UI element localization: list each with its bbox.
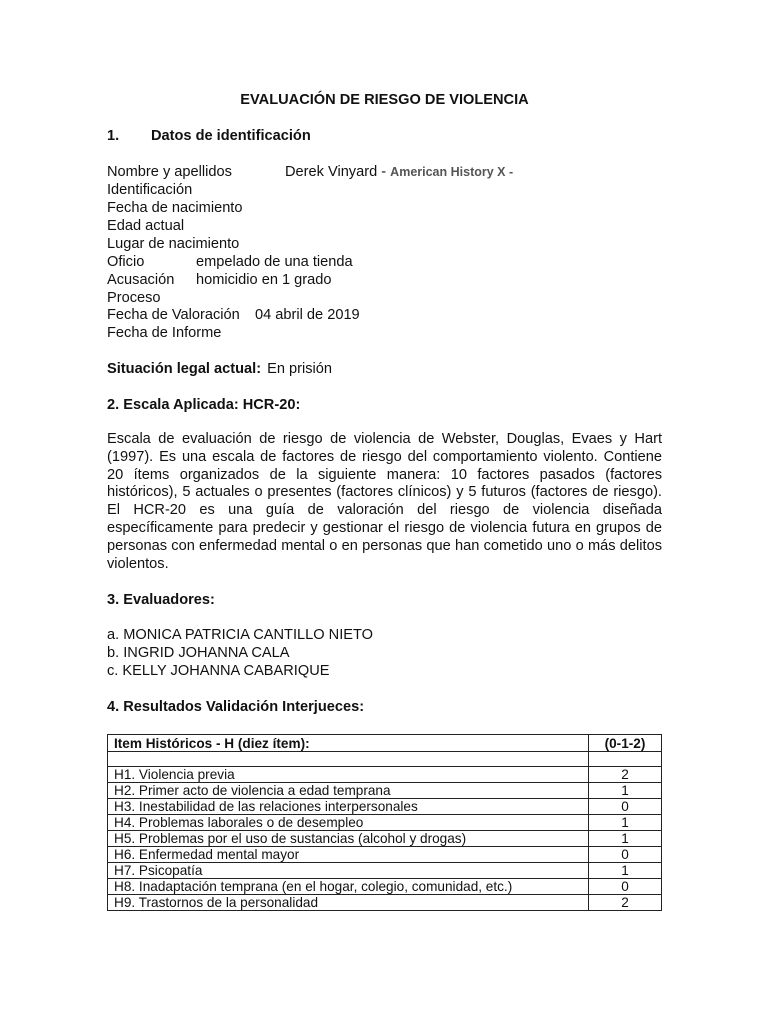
- field-oficio-value: empelado de una tienda: [196, 254, 353, 270]
- field-nacimiento-label: Fecha de nacimiento: [107, 200, 243, 216]
- field-valoracion-label: Fecha de Valoración: [107, 307, 240, 323]
- situacion-legal-label: Situación legal actual:: [107, 361, 262, 377]
- evaluadores-list: [107, 626, 373, 680]
- item-score: 1: [589, 831, 662, 847]
- situacion-legal-value: En prisión: [267, 361, 332, 377]
- field-informe-label: Fecha de Informe: [107, 325, 222, 341]
- field-proceso: [107, 289, 161, 307]
- field-nombre-label: Nombre y apellidos: [107, 164, 232, 180]
- item-score: 2: [589, 767, 662, 783]
- item-score: 2: [589, 895, 662, 911]
- item-label: H5. Problemas por el uso de sustancias (alcohol y drogas): [108, 831, 589, 847]
- item-label: H7. Psicopatía: [108, 863, 589, 879]
- table-row: [108, 879, 662, 895]
- table-row: [108, 783, 662, 799]
- field-lugar-label: Lugar de nacimiento: [107, 236, 240, 252]
- table-row: [108, 799, 662, 815]
- field-valoracion-value: 04 abril de 2019: [255, 307, 360, 323]
- field-nombre: [107, 163, 513, 181]
- historicos-table: [107, 734, 662, 911]
- item-label: H8. Inadaptación temprana (en el hogar, colegio, comunidad, etc.): [108, 879, 589, 895]
- section-1-number: 1.: [107, 128, 120, 144]
- evaluador-item: a. MONICA PATRICIA CANTILLO NIETO: [107, 627, 373, 643]
- item-label: H3. Inestabilidad de las relaciones interpersonales: [108, 799, 589, 815]
- field-nacimiento: [107, 199, 242, 217]
- item-label: H2. Primer acto de violencia a edad temprana: [108, 783, 589, 799]
- section-4-heading: 4. Resultados Validación Interjueces:: [107, 699, 365, 715]
- field-oficio-label: Oficio: [107, 254, 145, 270]
- field-acusacion-label: Acusación: [107, 272, 175, 288]
- item-score: 1: [589, 815, 662, 831]
- field-identificacion: [107, 181, 192, 199]
- situacion-legal: [107, 360, 332, 378]
- item-label: H6. Enfermedad mental mayor: [108, 847, 589, 863]
- table-header-item: Item Históricos - H (diez ítem):: [108, 735, 589, 752]
- item-score: 1: [589, 783, 662, 799]
- table-row: [108, 815, 662, 831]
- item-score: 1: [589, 863, 662, 879]
- table-blank-row: [108, 752, 662, 767]
- field-identificacion-label: Identificación: [107, 182, 193, 198]
- item-label: H4. Problemas laborales o de desempleo: [108, 815, 589, 831]
- item-score: 0: [589, 799, 662, 815]
- field-edad-label: Edad actual: [107, 218, 185, 234]
- field-nombre-film: American History X -: [390, 165, 514, 179]
- document-title: EVALUACIÓN DE RIESGO DE VIOLENCIA: [240, 92, 529, 108]
- field-acusacion: [107, 271, 331, 289]
- evaluador-item: b. INGRID JOHANNA CALA: [107, 645, 290, 661]
- item-label: H1. Violencia previa: [108, 767, 589, 783]
- table-row: [108, 767, 662, 783]
- table-header-row: [108, 735, 662, 752]
- table-cell: [589, 752, 662, 767]
- section-1-heading: [107, 127, 311, 145]
- section-2-heading: 2. Escala Aplicada: HCR-20:: [107, 397, 301, 413]
- field-proceso-label: Proceso: [107, 290, 161, 306]
- field-valoracion: [107, 306, 360, 324]
- section-3-heading: 3. Evaluadores:: [107, 592, 215, 608]
- section-1-title: Datos de identificación: [151, 128, 311, 144]
- item-score: 0: [589, 879, 662, 895]
- field-oficio: [107, 253, 353, 271]
- field-nombre-value: Derek Vinyard -: [285, 164, 391, 180]
- field-lugar: [107, 235, 239, 253]
- field-informe: [107, 324, 221, 342]
- table-cell: [108, 752, 589, 767]
- table-row: [108, 847, 662, 863]
- field-edad: [107, 217, 184, 235]
- table-row: [108, 831, 662, 847]
- evaluador-item: c. KELLY JOHANNA CABARIQUE: [107, 663, 330, 679]
- field-acusacion-value: homicidio en 1 grado: [196, 272, 332, 288]
- hcr20-description: Escala de evaluación de riesgo de violencia de Webster, Douglas, Evaes y Hart (1997). Es una escala de factores de riesgo del comportamiento violento. Contiene 20 ítems organizados de la siguiente manera: 10 factores pasados (factores históricos), 5 actuales o presentes (factores clínicos) y 5 futuros (factores de riesgo). El HCR-20 es una guía de valoración del riesgo de violencia diseñada específicamente para predecir y gestionar el riesgo de violencia futura en grupos de personas con enfermedad mental o en personas que han cometido uno o más delitos violentos.: [107, 431, 662, 572]
- item-label: H9. Trastornos de la personalidad: [108, 895, 589, 911]
- table-row: [108, 863, 662, 879]
- table-row: [108, 895, 662, 911]
- table-header-score: (0-1-2): [589, 735, 662, 752]
- item-score: 0: [589, 847, 662, 863]
